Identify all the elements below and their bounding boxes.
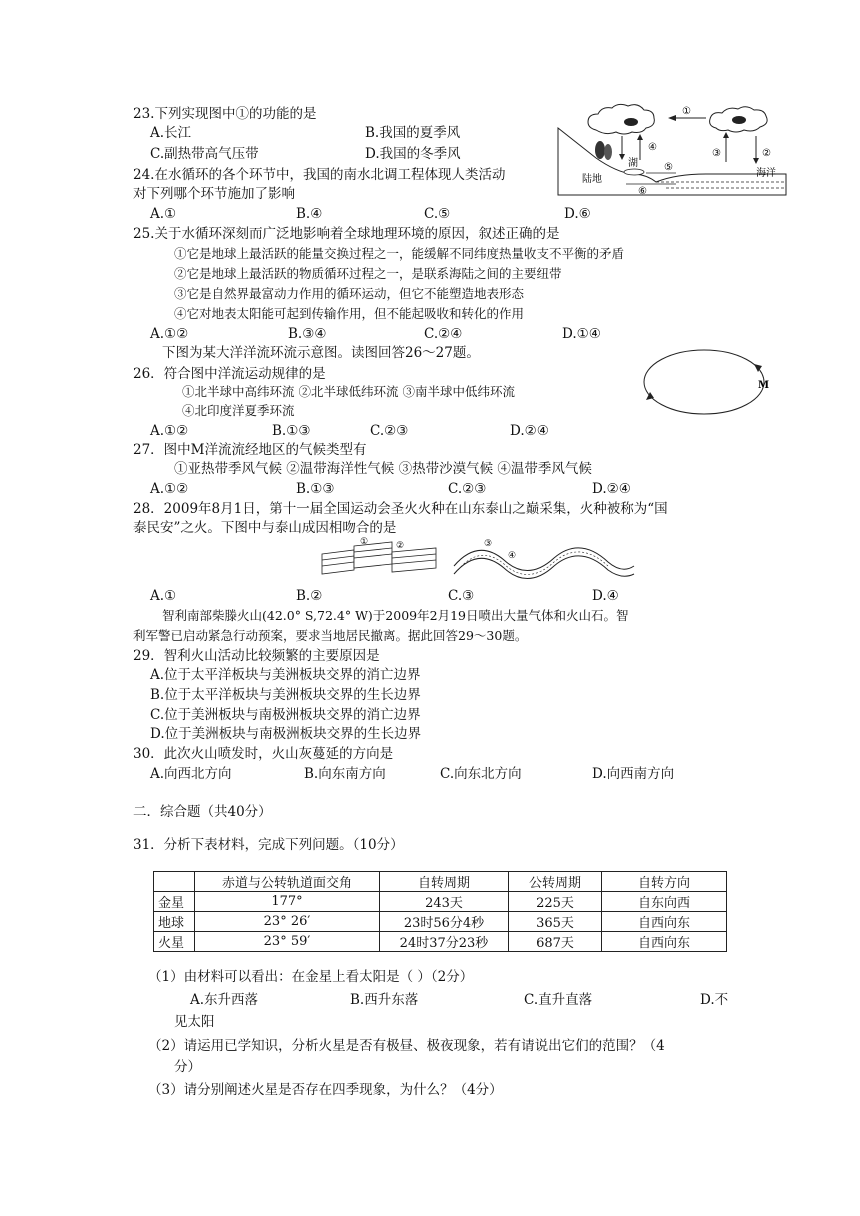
q25-option-d: D.①④ [562,326,601,342]
q27-option-c: C.②③ [448,481,487,497]
q30-option-b: B.向东南方向 [304,766,386,782]
intro-29-30-line1: 智利南部柴滕火山(42.0° S,72.4° W)于2009年2月19日喷出大量气体和火山石。智 [162,608,629,623]
table-header-cell: 自转周期 [380,872,509,892]
q24-option-d: D.⑥ [564,206,591,222]
geo-label-4: ④ [508,551,517,561]
q25-option-a: A.①② [150,326,189,342]
q24-stem-line1: 24.在水循环的各个环节中，我国的南水北调工程体现人类活动 [133,167,506,183]
table-cell: 地球 [154,912,195,932]
q31-part3: （3）请分别阐述火星是否存在四季现象，为什么？（4分） [148,1082,503,1098]
table-cell: 23° 26′ [195,912,380,932]
q25-stem: 25.关于水循环深刻而广泛地影响着全球地理环境的原因，叙述正确的是 [133,226,560,242]
q30-stem: 30．此次火山喷发时，火山灰蔓延的方向是 [133,746,394,762]
gyre-label-m: M [758,380,770,391]
table-cell: 自西向东 [602,932,727,952]
fig-lake: 湖 [628,158,638,169]
geo-label-2: ② [396,541,405,551]
q28-stem-line1: 28．2009年8月1日，第十一届全国运动会圣火火种在山东泰山之巅采集，火种被称为“国 [133,501,668,517]
q29-option-b: B.位于太平洋板块与美洲板块交界的生长边界 [150,687,421,703]
q25-option-c: C.②④ [424,326,463,342]
intro-29-30-line2: 利军警已启动紧急行动预案，要求当地居民撤离。据此回答29～30题。 [133,628,528,643]
q28-option-d: D.④ [592,588,619,604]
table-header-cell: 赤道与公转轨道面交角 [195,872,380,892]
section-2-title: 二．综合题（共40分） [133,804,272,820]
fig-ocean: 海洋 [756,168,776,179]
q27-option-b: B.①③ [296,481,335,497]
q31-part2-line1: （2）请运用已学知识，分析火星是否有极昼、极夜现象，若有请说出它们的范围？（4 [148,1038,665,1054]
q29-option-a: A.位于太平洋板块与美洲板块交界的消亡边界 [150,667,421,683]
q29-stem: 29．智利火山活动比较频繁的主要原因是 [133,648,380,664]
table-row [154,932,727,952]
q26-option-b: B.①③ [272,423,311,439]
table-row [154,892,727,912]
q24-option-a: A.① [150,206,177,222]
q24-option-c: C.⑤ [424,206,451,222]
table-cell: 24时37分23秒 [380,932,509,952]
q29-option-c: C.位于美洲板块与南极洲板块交界的消亡边界 [150,707,421,723]
table-cell: 225天 [509,892,602,912]
q26-option-c: C.②③ [370,423,409,439]
q23-option-a: A.长江 [150,125,192,141]
table-cell: 自西向东 [602,912,727,932]
table-cell: 自东向西 [602,892,727,912]
q27-option-a: A.①② [150,481,189,497]
table-cell: 23° 59′ [195,932,380,952]
water-cycle-diagram [556,100,788,200]
q31-stem: 31．分析下表材料，完成下列问题。（10分） [133,837,404,853]
q28-stem-line2: 泰民安”之火。下图中与泰山成因相吻合的是 [133,520,397,536]
fig-label-5: ⑤ [664,162,673,173]
q26-statements-2: ④北印度洋夏季环流 [182,403,295,418]
geo-label-3: ③ [484,539,493,549]
table-header-row [154,872,727,892]
q25-option-b: B.③④ [288,326,327,342]
q23-option-d: D.我国的冬季风 [365,146,461,162]
q31-part1-option-a: A.东升西落 [190,992,259,1008]
q27-option-d: D.②④ [592,481,631,497]
fig-label-3: ③ [712,148,721,159]
fig-label-1: ① [682,106,691,117]
q30-option-c: C.向东北方向 [440,766,522,782]
q26-stem: 26．符合图中洋流运动规律的是 [133,366,326,382]
q23-option-c: C.副热带高气压带 [150,146,259,162]
table-cell: 687天 [509,932,602,952]
ocean-gyre-diagram [640,342,780,422]
q31-part1-option-c: C.直升直落 [524,992,593,1008]
q28-option-b: B.② [296,588,323,604]
table-cell: 23时56分4秒 [380,912,509,932]
table-cell: 365天 [509,912,602,932]
q23-option-b: B.我国的夏季风 [365,125,461,141]
q24-option-b: B.④ [296,206,323,222]
q31-part2-line2: 分） [174,1059,201,1075]
fig-label-6: ⑥ [638,186,647,197]
table-header-cell: 公转周期 [509,872,602,892]
table-cell: 金星 [154,892,195,912]
q30-option-a: A.向西北方向 [150,766,232,782]
intro-26-27: 下图为某大洋洋流环流示意图。读图回答26～27题。 [162,345,480,361]
q27-stem: 27．图中M洋流流经地区的气候类型有 [133,442,367,458]
q31-part1: （1）由材料可以看出：在金星上看太阳是（ ）（2分） [148,969,474,985]
table-header-cell [154,872,195,892]
q25-statement-3: ③它是自然界最富动力作用的循环运动，但它不能塑造地表形态 [174,286,525,301]
table-row [154,912,727,932]
q27-statements: ①亚热带季风气候 ②温带海洋性气候 ③热带沙漠气候 ④温带季风气候 [174,461,592,477]
q29-option-d: D.位于美洲板块与南极洲板块交界的生长边界 [150,726,422,742]
q31-part1-option-b: B.西升东落 [350,992,419,1008]
q31-part1-option-d-cont: 见太阳 [174,1014,215,1030]
q30-option-d: D.向西南方向 [592,766,675,782]
q28-option-a: A.① [150,588,177,604]
q26-option-a: A.①② [150,423,189,439]
q25-statement-4: ④它对地表太阳能可起到传输作用，但不能起吸收和转化的作用 [174,306,525,321]
table-header-cell: 自转方向 [602,872,727,892]
fig-label-4: ④ [648,142,657,153]
table-cell: 火星 [154,932,195,952]
q23-stem: 23.下列实现图中①的功能的是 [133,106,317,122]
q25-statement-1: ①它是地球上最活跃的能量交换过程之一，能缓解不同纬度热量收支不平衡的矛盾 [174,246,625,261]
q24-stem-line2: 对下列哪个环节施加了影响 [133,186,295,202]
table-cell: 177° [195,892,380,912]
geologic-structures-diagram [318,536,638,580]
fig-label-2: ② [762,148,771,159]
q26-option-d: D.②④ [510,423,549,439]
q31-part1-option-d: D.不 [700,992,729,1008]
fig-land: 陆地 [582,174,602,185]
q28-option-c: C.③ [448,588,475,604]
q25-statement-2: ②它是地球上最活跃的物质循环过程之一，是联系海陆之间的主要纽带 [174,266,562,281]
table-cell: 243天 [380,892,509,912]
geo-label-1: ① [360,537,369,547]
planet-data-table [153,871,727,952]
q26-statements-1: ①北半球中高纬环流 ②北半球低纬环流 ③南半球中低纬环流 [182,384,515,399]
